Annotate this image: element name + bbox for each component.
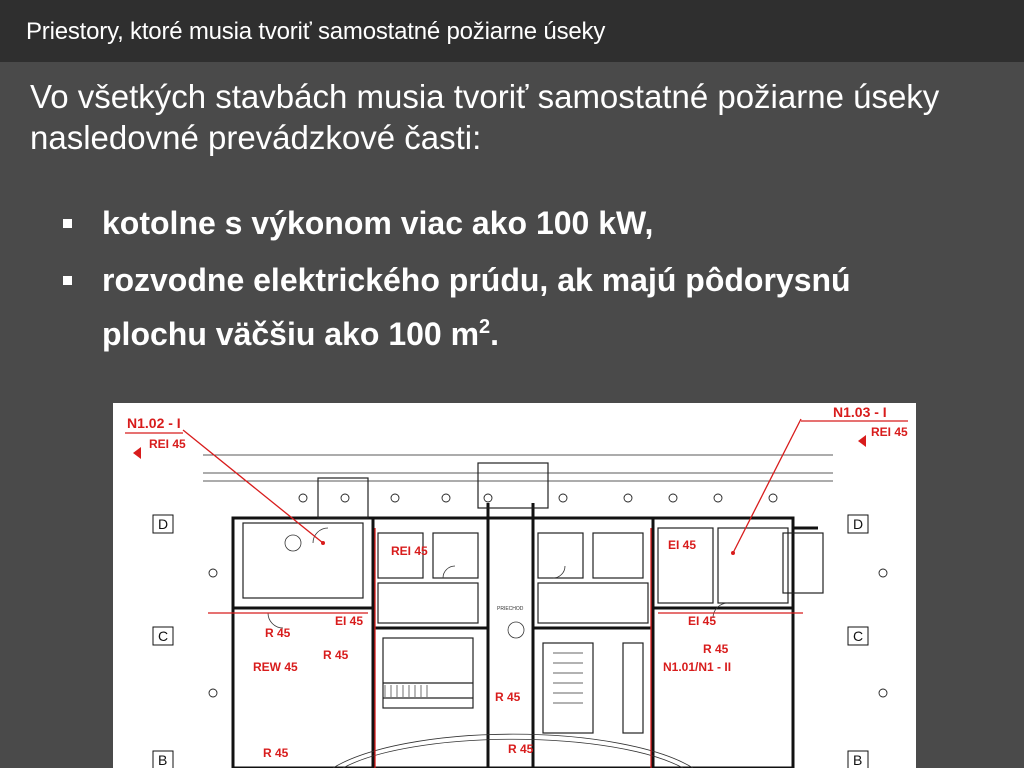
slide-header-title: Priestory, ktoré musia tvoriť samostatné požiarne úseky — [26, 18, 606, 45]
bullet-item-boiler-rooms — [60, 196, 1010, 250]
axis-markers — [209, 494, 887, 697]
bullet-suffix: . — [490, 316, 500, 352]
grid-label-d-right: D — [853, 516, 864, 532]
label-ei45-a: EI 45 — [668, 538, 697, 552]
grid-label-c-left: C — [158, 628, 169, 644]
grid-label-b-right: B — [853, 752, 863, 768]
label-r45-a: R 45 — [265, 626, 291, 640]
label-r45-b: R 45 — [323, 648, 349, 662]
label-n101: N1.01/N1 - II — [663, 660, 732, 674]
label-n103: N1.03 - I — [833, 404, 887, 420]
grid-label-b-left: B — [158, 752, 168, 768]
floor-plan-image — [113, 403, 916, 768]
label-corridor: PRIECHOD — [497, 606, 524, 612]
intro-line-1: Vo všetkých stavbách musia tvoriť samostatné požiarne úseky — [30, 78, 940, 115]
bullet-text-line-2: plochu väčšiu ako 100 m — [102, 316, 480, 352]
floor-plan-drawing — [113, 403, 916, 768]
bullet-text: kotolne s výkonom viac ako 100 kW, — [102, 205, 654, 241]
square-bullet-icon — [63, 219, 72, 228]
intro-line-2: nasledovné prevádzkové časti: — [30, 119, 482, 156]
stairs-hatch — [385, 653, 583, 703]
label-rei45-left: REI 45 — [149, 437, 186, 451]
label-r45-e: R 45 — [263, 746, 289, 760]
label-rei45-right: REI 45 — [871, 425, 908, 439]
label-ei45-b: EI 45 — [335, 614, 364, 628]
grid-letters — [153, 515, 868, 768]
label-rei45-mid: REI 45 — [391, 544, 428, 558]
dimension-lines — [203, 455, 833, 481]
label-r45-c: R 45 — [703, 642, 729, 656]
bullet-list — [60, 196, 1010, 361]
intro-text — [30, 76, 1010, 158]
title-bar — [0, 0, 1024, 62]
label-r45-d: R 45 — [495, 690, 521, 704]
bullet-item-switch-rooms — [60, 253, 1010, 361]
label-n102: N1.02 - I — [127, 415, 181, 431]
bullet-text-line-1: rozvodne elektrického prúdu, ak majú pôdorysnú — [102, 262, 851, 298]
label-r45-f: R 45 — [508, 742, 534, 756]
walls — [233, 503, 818, 768]
label-ei45-c: EI 45 — [688, 614, 717, 628]
grid-label-d-left: D — [158, 516, 169, 532]
grid-label-c-right: C — [853, 628, 864, 644]
fire-labels — [127, 404, 908, 760]
superscript-2: 2 — [479, 316, 491, 338]
label-rew45: REW 45 — [253, 660, 298, 674]
square-bullet-icon — [63, 276, 72, 285]
